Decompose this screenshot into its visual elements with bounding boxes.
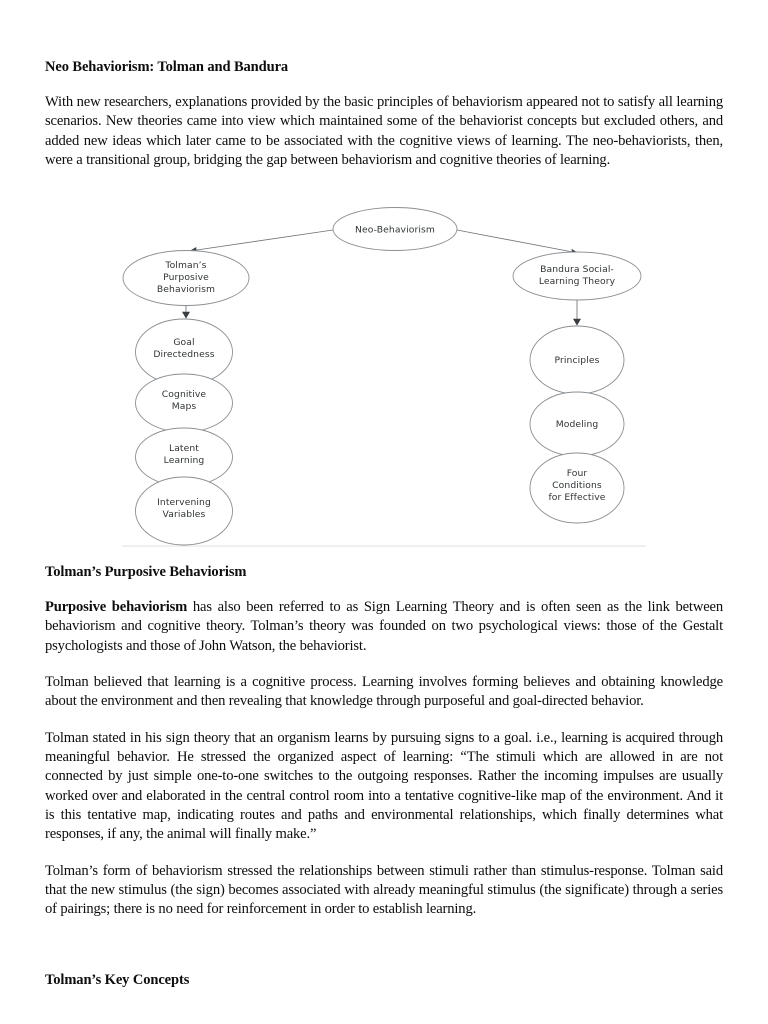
node-label-tolman-line3: Behaviorism [156, 284, 216, 295]
paragraph-stimuli-relationships: Tolman’s form of behaviorism stressed the relationships between stimuli rather than stimulus-response. Tolman said that the new stimulus (the sign) becomes associated with already meaningful stimulus (the significate) through a series of pairings; there is no need for reinforcement in order to establish learning. [45, 862, 723, 918]
connector-root-to-tolman [190, 230, 333, 255]
node-label-bandura-line2: Learning Theory [538, 276, 616, 287]
diagram-canvas [0, 198, 768, 553]
node-neo-behaviorism [333, 208, 457, 251]
node-label-four-line1: Four [566, 468, 588, 479]
node-label-latent-line2: Learning [163, 455, 205, 466]
node-bandura-social-learning-theory [513, 252, 641, 300]
paragraph-purposive-rest: has also been referred to as Sign Learning Theory and is often seen as the link between behaviorism and cognitive theory. Tolman’s theory was founded on two psychological views: those of the Gestalt psychologists and those of John Watson, the behaviorist. [45, 599, 724, 654]
node-principles [530, 326, 624, 394]
node-label-root: Neo-Behaviorism [355, 224, 435, 236]
node-modeling [530, 392, 624, 456]
section-spacer [45, 937, 723, 971]
node-label-intervening-line2: Variables [162, 509, 206, 520]
node-label-four-line2: Conditions [552, 480, 602, 491]
node-label-intervening-line1: Intervening [157, 497, 211, 508]
connector-bandura-to-principles [574, 300, 581, 325]
node-label-cognitive-line1: Cognitive [161, 389, 207, 400]
heading-key-concepts: Tolman’s Key Concepts [45, 971, 190, 988]
heading-purposive-behaviorism: Tolman’s Purposive Behaviorism [45, 564, 247, 580]
node-label-goal-line1: Goal [173, 337, 195, 348]
node-cognitive-maps [136, 374, 233, 432]
node-label-latent-line1: Latent [168, 443, 200, 454]
paragraph-sign-theory: Tolman stated in his sign theory that an organism learns by pursuing signs to a goal. i.e., learning is acquired through meaningful behavior. He stressed the organized aspect of learning: “The stimuli which are allowed in are not connected by just simple one-to-one switches to the outgoing responses. Rather the incoming impulses are usually worked over and elaborated in the central control room into a tentative cognitive-like map of the environment. And it is this tentative map, indicating routes and paths and environmental relationships, which finally determines what responses, if any, the animal will finally make.” [45, 729, 723, 843]
paragraph-intro: With new researchers, explanations provided by the basic principles of behaviorism appeared not to satisfy all learning scenarios. New theories came into view which maintained some of the behaviorist concepts but excluded others, and added new ideas which later came to be associated with the cognitive views of learning. The neo-behaviorists, then, were a transitional group, bridging the gap between behaviorism and cognitive theories of learning. [45, 94, 723, 169]
node-label-bandura-line1: Bandura Social- [540, 264, 614, 275]
paragraph-cognitive-process: Tolman believed that learning is a cognitive process. Learning involves forming believes and obtaining knowledge about the environment and then revealing that knowledge through purposeful and goal-directed behavior. [45, 674, 723, 710]
neo-behaviorism-diagram [0, 198, 768, 553]
node-four-conditions-for-effective [530, 453, 624, 523]
node-label-tolman-line2: Purposive [163, 272, 209, 283]
document-content-lower [45, 563, 723, 989]
node-label-goal-line2: Directedness [153, 349, 215, 360]
node-label-cognitive-line2: Maps [171, 401, 197, 412]
paragraph-purposive-lead: Purposive behaviorism [45, 599, 188, 616]
node-label-tolman-line1: Tolman’s [165, 260, 207, 271]
node-label-modeling: Modeling [555, 419, 599, 430]
node-intervening-variables [136, 477, 233, 545]
node-tolman-purposive-behaviorism [123, 251, 249, 306]
connector-tolman-to-goal [183, 305, 190, 318]
paragraph-purposive [45, 598, 723, 656]
node-label-four-line3: for Effective [548, 492, 606, 503]
node-label-principles: Principles [554, 355, 600, 366]
document-content [45, 58, 723, 170]
page-title: Neo Behaviorism: Tolman and Bandura [45, 59, 289, 75]
